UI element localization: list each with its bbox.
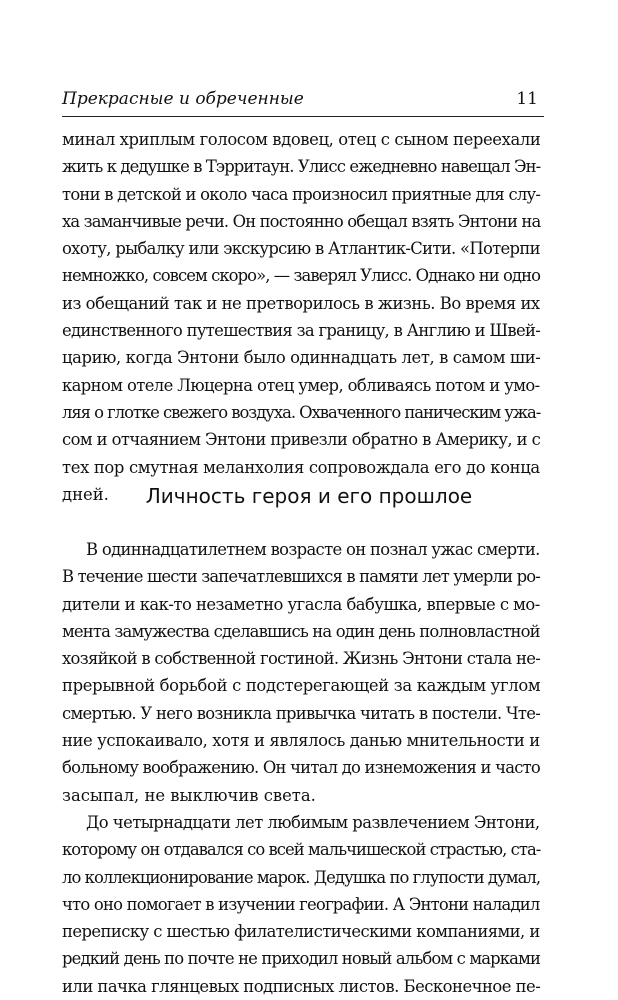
text-line: карном отеле Люцерна отец умер, обливаясь потом и умо- [62,375,540,395]
text-line: В течение шести запечатлевшихся в памяти лет умерли ро- [62,567,540,587]
text-line: которому он отдавался со всей мальчишеской страстью, ста- [62,840,541,860]
running-title: Прекрасные и обреченные [62,89,304,109]
text-line: что оно помогает в изучении географии. А Энтони наладил [62,894,540,914]
text-line: До четырнадцати лет любимым развлечением Энтони, [86,812,540,832]
text-line: В одиннадцатилетнем возрасте он познал ужас смерти. [86,540,540,559]
text-line: прерывной борьбой с подстерегающей за каждым углом [62,676,541,696]
text-line: ляя о глотке свежего воздуха. Охваченного паническим ужа- [62,402,541,422]
text-line: или пачка глянцевых подписных листов. Бесконечное пе- [62,976,541,996]
text-line: тех пор смутная меланхолия сопровождала его до конца [62,457,540,477]
text-line: засыпал, не выключив света. [62,785,316,805]
text-line: хозяйкой в собственной гостиной. Жизнь Энтони стала не- [62,649,541,669]
text-line: сом и отчаянием Энтони привезли обратно в Америку, и с [62,430,541,450]
text-line: царию, когда Энтони было одиннадцать лет, в самом ши- [62,348,541,368]
header-rule [62,116,544,117]
text-line: ние успокаивало, хотя и являлось данью мнительности и [62,731,540,751]
text-line: больному воображению. Он читал до изнеможения и часто [62,758,540,778]
text-line: дней. [62,484,109,504]
text-line: единственного путешествия за границу, в Англию и Швей- [62,321,541,341]
text-line: минал хриплым голосом вдовец, отец с сыном переехали [62,130,541,149]
text-line: переписку с шестью филателистическими компаниями, и [62,922,540,942]
section-heading: Личность героя и его прошлое [145,484,473,508]
text-line: жить к дедушке в Тэрритаун. Улисс ежедневно навещал Эн- [62,157,541,177]
text-line: дители и как-то незаметно угасла бабушка, впервые с мо- [62,594,540,614]
text-line: мента замужества сделавшись на один день полновластной [62,621,540,641]
text-line: смертью. У него возникла привычка читать в постели. Чте- [62,703,541,723]
text-line: редкий день по почте не приходил новый альбом с марками [62,949,541,969]
text-line: из обещаний так и не претворилось в жизнь. Во время их [62,293,540,313]
paragraph-continuation [62,126,540,508]
text-line: охоту, рыбалку или экскурсию в Атлантик-Сити. «Потерпи [62,239,540,259]
running-header [62,89,542,115]
text-line: тони в детской и около часа произносил приятные для слу- [62,184,541,204]
text-line: ха заманчивые речи. Он постоянно обещал взять Энтони на [62,211,541,231]
page-number: 11 [516,89,538,109]
paragraph-section [62,536,540,1000]
text-line: немножко, совсем скоро», — заверял Улисс. Однако ни одно [62,266,541,286]
text-line: ло коллекционирование марок. Дедушка по глупости думал, [62,867,541,887]
